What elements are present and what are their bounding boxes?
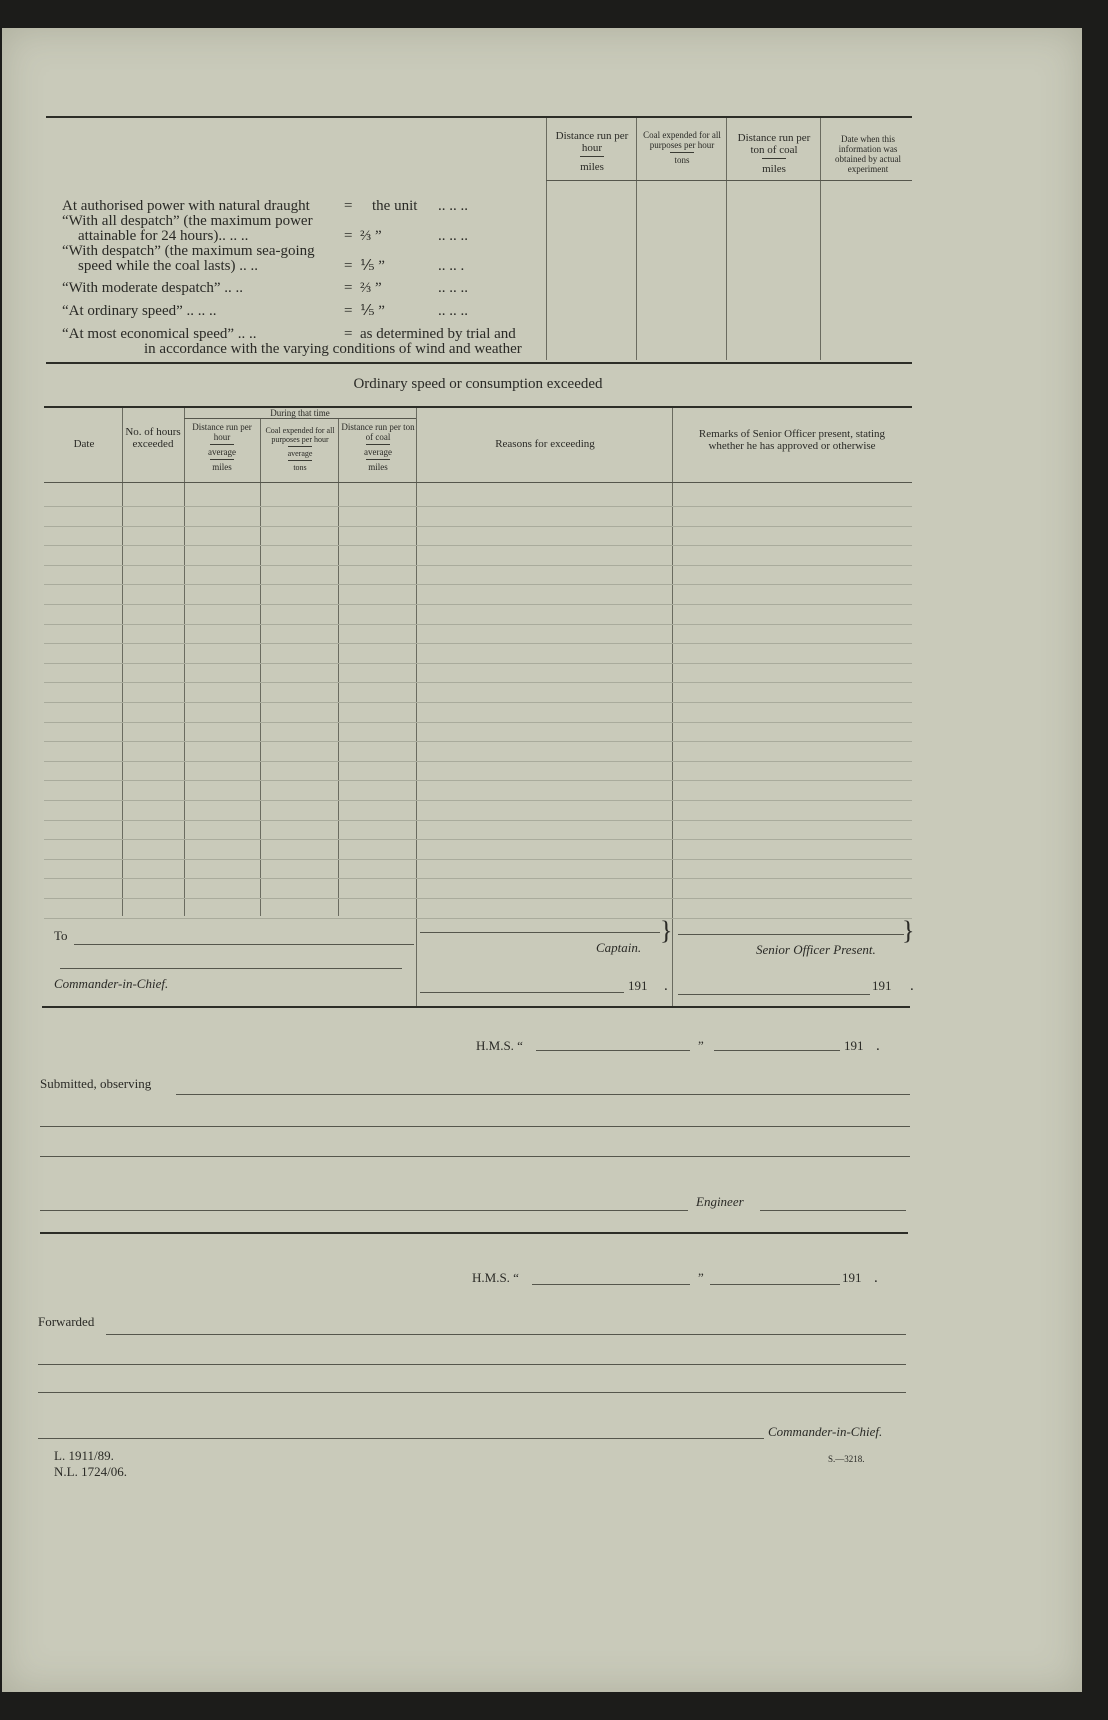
- leader-dots: .. .. ..: [438, 198, 468, 214]
- leader-dots: .. .. ..: [438, 228, 468, 244]
- engineer-sign-line[interactable]: [40, 1210, 688, 1211]
- ruled-line: [44, 624, 912, 625]
- header-dist-per-ton-lower: Distance run per ton of coal average miles: [341, 422, 415, 472]
- row-despatch: “With despatch” (the maximum sea-going: [62, 243, 315, 259]
- footer-ref-2: N.L. 1724/06.: [54, 1464, 127, 1479]
- engineer-label: Engineer: [696, 1194, 744, 1209]
- ruled-line: [44, 839, 912, 840]
- eq-sign: =: [344, 303, 353, 319]
- top-rule: [46, 116, 912, 118]
- lower-header-underline: [44, 482, 912, 483]
- ruled-line: [44, 702, 912, 703]
- header-remarks: Remarks of Senior Officer present, stating whether he has approved or otherwise: [698, 428, 886, 452]
- ruled-line: [44, 565, 912, 566]
- senior-date-line[interactable]: [678, 994, 870, 995]
- leader-dots: .. .. ..: [438, 303, 468, 319]
- hms-1-dot: .: [876, 1038, 880, 1054]
- row-all-despatch: “With all despatch” (the maximum power: [62, 213, 313, 229]
- col-divider: [726, 118, 727, 360]
- top-table-bottom-rule: [46, 362, 912, 364]
- forwarded-line-3[interactable]: [38, 1392, 906, 1393]
- row-all-despatch-cont: attainable for 24 hours).. .. ..: [78, 228, 249, 244]
- leader-dots: .. .. ..: [438, 280, 468, 296]
- eq-sign: =: [344, 258, 353, 274]
- submitted-line-2[interactable]: [40, 1126, 910, 1127]
- col-divider: [820, 118, 821, 360]
- row-value: ⅕ ”: [360, 258, 385, 274]
- header-date: Date: [73, 438, 95, 450]
- header-dist-per-hour: Distance run per hour average miles: [192, 422, 252, 472]
- brace-right: }: [660, 916, 673, 945]
- row-value: ⅔ ”: [360, 280, 382, 296]
- row-value: ⅕ ”: [360, 303, 385, 319]
- ruled-line: [44, 643, 912, 644]
- row-value: the unit: [372, 198, 418, 214]
- ruled-line: [44, 545, 912, 546]
- row-moderate: “With moderate despatch” .. ..: [62, 280, 243, 296]
- header-coal-lower: Coal expended for all purposes per hour average tons: [265, 426, 335, 472]
- header-reasons: Reasons for exceeding: [495, 438, 595, 450]
- ruled-line: [44, 663, 912, 664]
- ruled-line: [44, 761, 912, 762]
- submitted-line-3[interactable]: [40, 1156, 910, 1157]
- senior-sign-line[interactable]: [678, 934, 904, 935]
- to-label: To: [54, 928, 68, 943]
- to-line-2[interactable]: [60, 968, 402, 969]
- header-distance-per-ton: Distance run per ton of coal miles: [737, 132, 811, 175]
- senior-officer-label: Senior Officer Present.: [756, 942, 876, 957]
- submitted-line-1[interactable]: [176, 1094, 910, 1095]
- row-ordinary: “At ordinary speed” .. .. ..: [62, 303, 217, 319]
- year-2: 191: [872, 978, 892, 993]
- ruled-line: [44, 584, 912, 585]
- form-page: [2, 28, 1082, 1692]
- ruled-line: [44, 878, 912, 879]
- header-coal-expended: Coal expended for all purposes per hour tons: [643, 130, 721, 165]
- date-line-2[interactable]: [710, 1284, 840, 1285]
- ruled-line: [44, 741, 912, 742]
- col-divider: [636, 118, 637, 360]
- row-value: ⅔ ”: [360, 228, 382, 244]
- commander-final-label: Commander-in-Chief.: [768, 1424, 883, 1439]
- date-line-1[interactable]: [714, 1050, 840, 1051]
- ruled-line: [44, 604, 912, 605]
- row-authorised: At authorised power with natural draught: [62, 198, 310, 214]
- header-during: During that time: [270, 408, 330, 418]
- hms-2-dot: .: [874, 1270, 878, 1286]
- eq-sign: =: [344, 280, 353, 296]
- hms-2-close: ”: [698, 1270, 704, 1285]
- ruled-line: [44, 800, 912, 801]
- col-divider: [260, 418, 261, 916]
- col-divider: [338, 418, 339, 916]
- row-value: as determined by trial and: [360, 326, 516, 342]
- eq-sign: =: [344, 228, 353, 244]
- commander-sign-line[interactable]: [38, 1438, 764, 1439]
- brace-right: }: [902, 916, 915, 945]
- engineer-line-end[interactable]: [760, 1210, 906, 1211]
- to-line[interactable]: [74, 944, 414, 945]
- period: .: [910, 978, 914, 994]
- ruled-line: [44, 898, 912, 899]
- header-hours-exceeded: No. of hours exceeded: [125, 426, 181, 450]
- row-economical: “At most economical speed” .. ..: [62, 326, 257, 342]
- ship-name-1[interactable]: [536, 1050, 690, 1051]
- ruled-line: [44, 859, 912, 860]
- ruled-line: [44, 820, 912, 821]
- eq-sign: =: [344, 326, 353, 342]
- period: .: [664, 978, 668, 994]
- forwarded-line-1[interactable]: [106, 1334, 906, 1335]
- lower-table-top-rule: [44, 406, 912, 408]
- footer-form-number: S.—3218.: [828, 1454, 865, 1464]
- captain-date-line[interactable]: [420, 992, 624, 993]
- during-underline: [184, 418, 416, 419]
- ruled-line: [44, 780, 912, 781]
- header-date-info: Date when this information was obtained by actual experiment: [835, 134, 901, 174]
- row-despatch-cont: speed while the coal lasts) .. ..: [78, 258, 258, 274]
- ruled-line: [44, 526, 912, 527]
- ruled-line: [44, 918, 912, 919]
- forwarded-label: Forwarded: [38, 1314, 95, 1329]
- header-distance-per-hour: Distance run per hour miles: [555, 130, 629, 173]
- ruled-line: [44, 722, 912, 723]
- eq-sign: =: [344, 198, 353, 214]
- year-1: 191: [628, 978, 648, 993]
- col-divider: [546, 118, 547, 360]
- footer-ref-1: L. 1911/89.: [54, 1448, 114, 1463]
- forwarded-line-2[interactable]: [38, 1364, 906, 1365]
- lower-table-bottom-rule: [42, 1006, 910, 1008]
- row-economical-cont: in accordance with the varying conditions of wind and weather: [144, 341, 522, 357]
- ruled-line: [44, 682, 912, 683]
- hms-1-close: ”: [698, 1038, 704, 1053]
- commander-label: Commander-in-Chief.: [54, 976, 169, 991]
- ruled-line: [44, 506, 912, 507]
- hms-1-prefix: H.M.S. “: [476, 1038, 523, 1053]
- mid-rule: [40, 1232, 908, 1234]
- header-underline: [546, 180, 912, 181]
- captain-label: Captain.: [596, 940, 642, 955]
- section-title: Ordinary speed or consumption exceeded: [353, 376, 603, 392]
- hms-2-prefix: H.M.S. “: [472, 1270, 519, 1285]
- ship-name-2[interactable]: [532, 1284, 690, 1285]
- hms-1-year: 191: [844, 1038, 864, 1053]
- submitted-label: Submitted, observing: [40, 1076, 152, 1091]
- hms-2-year: 191: [842, 1270, 862, 1285]
- leader-dots: .. .. .: [438, 258, 465, 274]
- captain-sign-line[interactable]: [420, 932, 660, 933]
